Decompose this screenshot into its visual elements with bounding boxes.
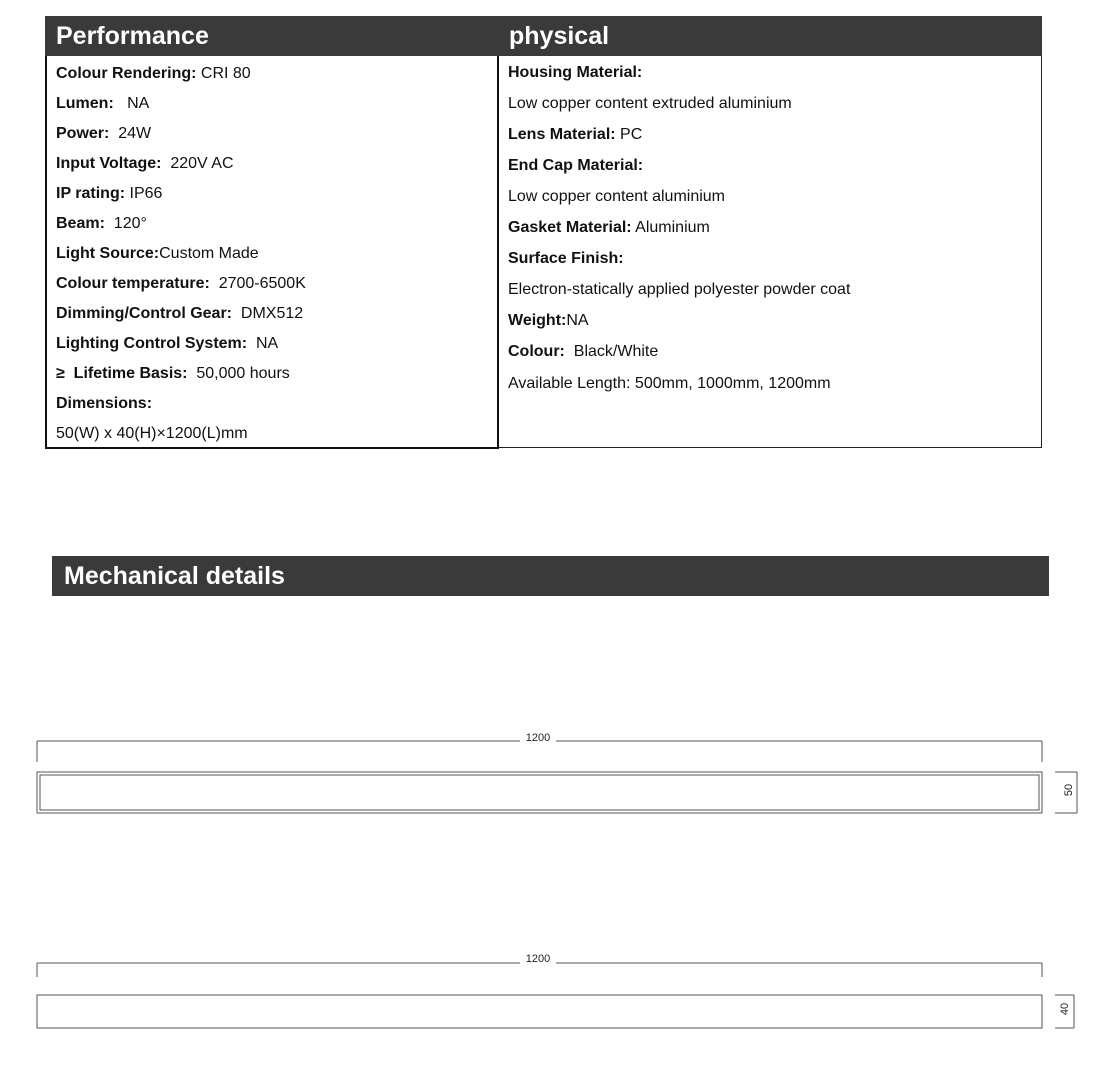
spec-row: Dimensions:	[56, 395, 153, 412]
profile-outline	[37, 772, 1042, 813]
spec-row: Low copper content extruded aluminium	[508, 95, 792, 112]
spec-row: Weight:NA	[508, 312, 589, 329]
physical-column	[498, 56, 1042, 448]
spec-row: Input Voltage: 220V AC	[56, 155, 234, 172]
spec-row: Dimming/Control Gear: DMX512	[56, 305, 304, 322]
spec-row: Surface Finish:	[508, 250, 624, 267]
spec-row: Available Length: 500mm, 1000mm, 1200mm	[508, 375, 831, 392]
spec-row: End Cap Material:	[508, 157, 644, 174]
spec-row: Light Source:Custom Made	[56, 245, 259, 262]
mechanical-drawing	[0, 700, 1097, 1079]
spec-row: Colour temperature: 2700-6500K	[56, 275, 306, 292]
spec-row: Low copper content aluminium	[508, 188, 726, 205]
spec-row: Housing Material:	[508, 64, 643, 81]
profile-outline	[37, 995, 1042, 1028]
spec-row: Gasket Material: Aluminium	[508, 219, 710, 236]
length-label: 1200	[525, 732, 551, 744]
mechanical-header: Mechanical details	[52, 556, 1049, 596]
performance-header: Performance	[45, 16, 499, 56]
top-view	[37, 731, 1077, 813]
height-label: 40	[1059, 1002, 1071, 1016]
physical-header: physical	[499, 16, 1042, 56]
spec-row: Beam: 120°	[56, 215, 147, 232]
performance-column	[45, 56, 499, 449]
spec-row: 50(W) x 40(H)×1200(L)mm	[56, 425, 248, 442]
spec-table	[45, 16, 1042, 448]
spec-row: IP rating: IP66	[56, 185, 163, 202]
spec-row: ≥ Lifetime Basis: 50,000 hours	[56, 365, 290, 382]
length-label: 1200	[525, 953, 551, 965]
spec-row: Colour Rendering: CRI 80	[56, 65, 251, 82]
spec-row: Power: 24W	[56, 125, 152, 142]
side-view	[37, 953, 1074, 1028]
spec-row: Lens Material: PC	[508, 126, 643, 143]
height-label: 50	[1063, 783, 1075, 797]
spec-row: Lighting Control System: NA	[56, 335, 279, 352]
spec-row: Electron-statically applied polyester powder coat	[508, 281, 851, 298]
spec-row: Lumen: NA	[56, 95, 150, 112]
spec-row: Colour: Black/White	[508, 343, 659, 360]
